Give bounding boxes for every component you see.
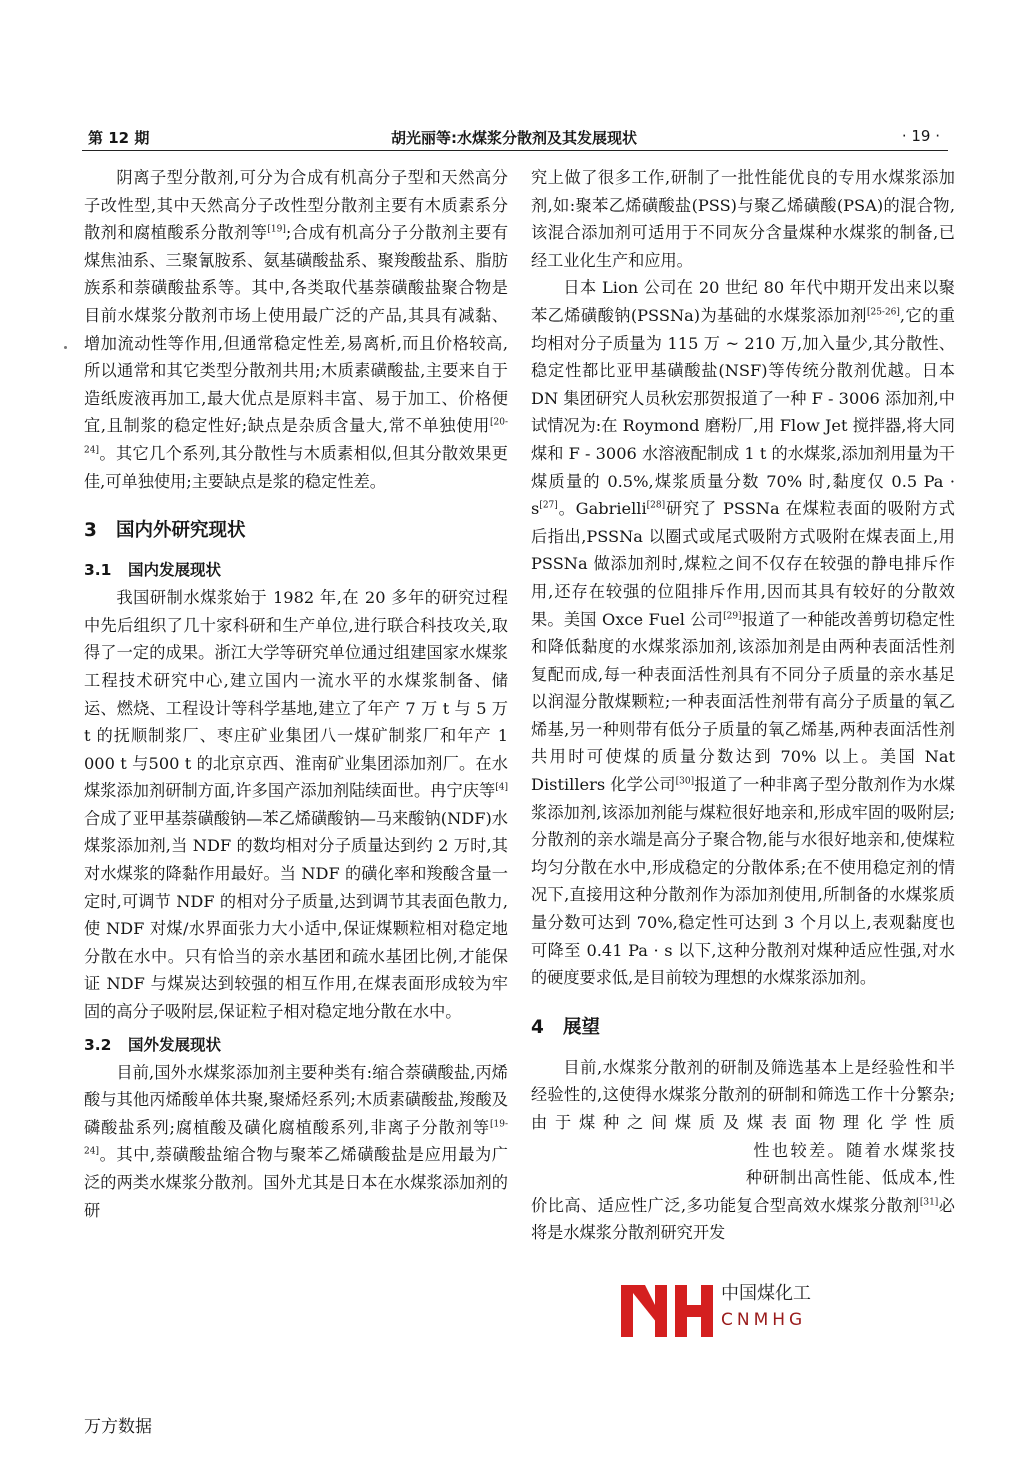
margin-mark (64, 346, 67, 349)
text: 目前,水煤浆分散剂的研制及筛选基本上是经验性和半经验性的,这使得水煤浆分散剂的研制和筛选工作十分繁杂;由于煤种之间煤质及煤表面物理化学性质 (531, 1057, 955, 1132)
text: 究上做了很多工作,研制了一批性能优良的专用水煤浆添加剂,如:聚苯乙烯磺酸盐(PSS)与聚乙烯磺酸(PSA)的混合物,该混合添加剂可适用于不同灰分含量煤种水煤浆的制备,已经工业化生产和应用。 (531, 168, 955, 270)
citation: [25-26] (866, 307, 900, 318)
issue-label: 第 12 期 (88, 129, 150, 147)
page-number: · 19 · (901, 127, 940, 145)
text: 种研制出高性能、低成本,性价比高、适应性广泛,多功能复合型高效水煤浆分散剂 (531, 1168, 955, 1215)
subsection-heading-3-1 (84, 557, 508, 584)
section-number: 3 (84, 520, 97, 542)
text: 目前,国外水煤浆添加剂主要种类有:缩合萘磺酸盐,丙烯酸与其他丙烯酸单体共聚,聚烯烃系列;木质素磺酸盐,羧酸及磷酸盐系列;腐植酸及磺化腐植酸系列,非离子分散剂等 (84, 1062, 508, 1137)
paragraph (84, 164, 508, 495)
paragraph (531, 274, 955, 991)
text: 报道了一种非离子型分散剂作为水煤浆添加剂,该添加剂能与煤粒很好地亲和,形成牢固的吸附层;分散剂的亲水端是高分子聚合物,能与水很好地亲和,使煤粒均匀分散在水中,形成稳定的分散体系;在不使用稳定剂的情况下,直接用这种分散剂作为添加剂使用,所制备的水煤浆质量分数可达到 70%,稳定性可达到 3 个月以上,表观黏度也可降至 0.41 Pa · s 以下,这种分散剂对煤种适应性强,对水的硬度要求低,是目前较为理想的水煤浆添加剂。 (531, 775, 956, 988)
paragraph (84, 584, 508, 1026)
watermark-logo (617, 1283, 847, 1339)
text: 必将是水煤浆分散剂研究开发 (531, 1195, 955, 1243)
citation: [30] (675, 776, 695, 787)
text: 阴离子型分散剂,可分为合成有机高分子型和天然高分子改性型,其中天然高分子改性型分散剂主要有木质素系分散剂和腐植酸系分散剂等 (84, 168, 508, 243)
header-rule (82, 150, 948, 151)
citation: [20-24] (84, 417, 508, 456)
footer-source: 万方数据 (84, 1417, 152, 1437)
section-title: 展望 (563, 1016, 601, 1038)
text: 。Gabrielli (557, 499, 647, 519)
subsection-number: 3.1 (84, 561, 112, 580)
section-heading-3 (84, 519, 508, 543)
paragraph (531, 1054, 955, 1247)
text: 。其中,萘磺酸盐缩合物与聚苯乙烯磺酸盐是应用最为广泛的两类水煤浆分散剂。国外尤其是日本在水煤浆添加剂的研 (84, 1145, 508, 1220)
section-title: 国内外研究现状 (116, 520, 246, 542)
watermark-en: CNMHG (721, 1310, 807, 1330)
citation: [19-24] (84, 1119, 508, 1158)
right-column (531, 164, 955, 1247)
running-title: 胡光丽等:水煤浆分散剂及其发展现状 (390, 129, 637, 147)
page-header (88, 124, 940, 152)
citation: [29] (723, 611, 742, 622)
text: 合成了亚甲基萘磺酸钠—苯乙烯磺酸钠—马来酸钠(NDF)水煤浆添加剂,当 NDF 的数均相对分子质量达到约 2 万时,其对水煤浆的降黏作用最好。当 NDF 的磺化率和羧酸含量一定时,可调节 NDF 的相对分子质量,达到调节其表面色散力,使 NDF 对煤/水界面张力大小适中,保证煤颗粒相对稳定地分散在水中。只有恰当的亲水基团和疏水基团比例,才能保证 NDF 与煤炭达到较强的相互作用,在煤表面形成较为牢固的高分子吸附层,保证粒子相对稳定地分散在水中。 (84, 808, 508, 1022)
watermark-cn: 中国煤化工 (721, 1283, 811, 1304)
paragraph (531, 164, 955, 274)
subsection-heading-3-2 (84, 1032, 508, 1059)
text: 。其它几个系列,其分散性与木质素相似,但其分散效果更佳,可单独使用;主要缺点是浆的稳定性差。 (84, 443, 508, 491)
text: ,它的重均相对分子质量为 115 万 ~ 210 万,加入量少,其分散性、稳定性都比亚甲基磺酸盐(NSF)等传统分散剂优越。日本 DN 集团研究人员秋宏那贺报道了一种 F - 3006 添加剂,中试情况为:在 Roymond 磨粉厂,用 Flow Jet 搅拌器,将大同煤和 F - 3006 水溶液配制成 1 t 的水煤浆,添加剂用量为干煤质量的 0.5%,煤浆质量分数 70% 时,黏度仅 0.5 Pa · s (531, 305, 955, 519)
watermark-gap (531, 1182, 745, 1183)
text: ;合成有机高分子分散剂主要有煤焦油系、三聚氰胺系、氨基磺酸盐系、聚羧酸盐系、脂肪族系和萘磺酸盐系等。其中,各类取代基萘磺酸盐聚合物是目前水煤浆分散剂市场上使用最广泛的产品,其具有减黏、增加流动性等作用,但通常稳定性差,易离析,而且价格较高,所以通常和其它类型分散剂共用;木质素磺酸盐,主要来自于造纸废液再加工,最大优点是原料丰富、易于加工、价格便宜,且制浆的稳定性好;缺点是杂质含量大,常不单独使用 (84, 223, 509, 436)
text: 性也较差。随着水煤浆技 (751, 1140, 955, 1160)
citation: [31] (919, 1197, 939, 1208)
section-heading-4 (531, 1016, 955, 1040)
text: 研究了 PSSNa 在煤粒表面的吸附方式后指出,PSSNa 以圈式或尾式吸附方式吸附在煤表面上,用 PSSNa 做添加剂时,煤粒之间不仅存在较强的静电排斥作用,还存在较强的位阻排斥作用,因而其具有较好的分散效果。美国 Oxce Fuel 公司 (531, 499, 955, 629)
citation: [4] (495, 782, 508, 793)
subsection-title: 国内发展现状 (128, 561, 222, 580)
paragraph (84, 1059, 508, 1225)
watermark-gap (531, 1155, 751, 1156)
subsection-number: 3.2 (84, 1035, 112, 1054)
mh-logo-icon (617, 1283, 717, 1339)
citation: [28] (646, 500, 666, 511)
citation: [19] (267, 224, 286, 235)
section-number: 4 (531, 1016, 544, 1038)
text: 报道了一种能改善剪切稳定性和降低黏度的水煤浆添加剂,该添加剂是由两种表面活性剂复配而成,每一种表面活性剂具有不同分子质量的亲水基足以润湿分散煤颗粒;一种表面活性剂带有高分子质量的氧乙烯基,另一种则带有低分子质量的氧乙烯基,两种表面活性剂共用时可使煤的质量分数达到 70% 以上。美国 Nat Distillers 化学公司 (531, 609, 955, 795)
citation: [27] (539, 500, 558, 511)
text: 日本 Lion 公司在 20 世纪 80 年代中期开发出来以聚苯乙烯磺酸钠(PSSNa)为基础的水煤浆添加剂 (531, 278, 955, 325)
left-column (84, 164, 508, 1224)
subsection-title: 国外发展现状 (128, 1035, 222, 1054)
text: 我国研制水煤浆始于 1982 年,在 20 多年的研究过程中先后组织了几十家科研和生产单位,进行联合科技攻关,取得了一定的成果。浙江大学等研究单位通过组建国家水煤浆工程技术研究中心,建立国内一流水平的水煤浆制备、储运、燃烧、工程设计等科学基地,建立了年产 7 万 t 与 5 万 t 的抚顺制浆厂、枣庄矿业集团八一煤矿制浆厂和年产 1 000 t 与500 t 的北京京西、淮南矿业集团添加剂厂。在水煤浆添加剂研制方面,许多国产添加剂陆续面世。冉宁庆等 (84, 588, 508, 801)
